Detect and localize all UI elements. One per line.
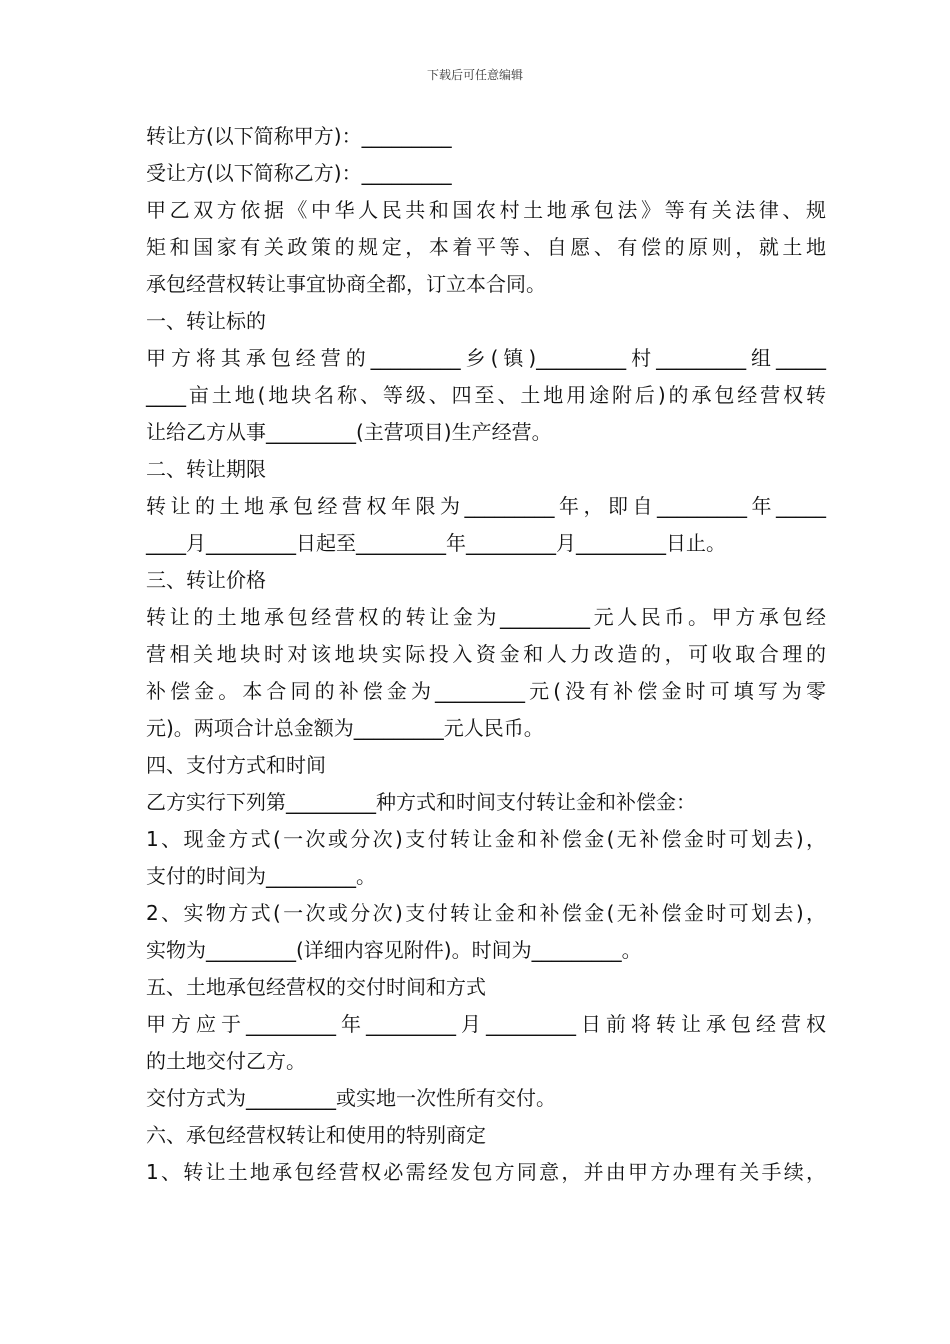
paragraph-line: 乙方实行下列第_________种方式和时间支付转让金和补偿金：: [146, 790, 696, 814]
paragraph-line: ____亩土地(地块名称、等级、四至、土地用途附后)的承包经营权转: [146, 383, 826, 407]
party-a-line: 转让方(以下简称甲方)：_________: [146, 124, 452, 148]
preamble-line: 承包经营权转让事宜协商全都，订立本合同。: [146, 272, 546, 296]
preamble-line: 甲乙双方依据《中华人民共和国农村土地承包法》等有关法律、规: [146, 198, 826, 222]
paragraph-line: 元)。两项合计总金额为_________元人民币。: [146, 716, 544, 740]
paragraph-line: 营相关地块时对该地块实际投入资金和人力改造的，可收取合理的: [146, 642, 826, 666]
section-heading-6: 六、承包经营权转让和使用的特别商定: [146, 1123, 486, 1147]
paragraph-line: 甲方应于_________年_________月_________日前将转让承包经营权: [146, 1012, 826, 1036]
section-heading-5: 五、土地承包经营权的交付时间和方式: [146, 975, 486, 999]
section-heading-1: 一、转让标的: [146, 309, 266, 333]
party-b-line: 受让方(以下简称乙方)：_________: [146, 161, 452, 185]
page-header: 下载后可任意编辑: [426, 68, 523, 82]
paragraph-line: 补偿金。本合同的补偿金为_________元(没有补偿金时可填写为零: [146, 679, 826, 703]
section-heading-3: 三、转让价格: [146, 568, 266, 592]
section-heading-4: 四、支付方式和时间: [146, 753, 326, 777]
document-body: [146, 118, 826, 1191]
section-heading-2: 二、转让期限: [146, 457, 266, 481]
paragraph-line: ____月_________日起至_________年_________月_________日止。: [146, 531, 726, 555]
paragraph-line: 的土地交付乙方。: [146, 1049, 306, 1073]
paragraph-line: 转让的土地承包经营权年限为_________年，即自_________年_____: [146, 494, 826, 518]
paragraph-line: 实物为_________(详细内容见附件)。时间为_________。: [146, 938, 642, 962]
paragraph-line: 1、现金方式(一次或分次)支付转让金和补偿金(无补偿金时可划去)，: [146, 827, 826, 851]
paragraph-line: 交付方式为_________或实地一次性所有交付。: [146, 1086, 556, 1110]
paragraph-line: 甲方将其承包经营的_________乡(镇)_________村_________组_____: [146, 346, 826, 370]
paragraph-line: 支付的时间为_________。: [146, 864, 376, 888]
paragraph-line: 让给乙方从事_________(主营项目)生产经营。: [146, 420, 552, 444]
paragraph-line: 转让的土地承包经营权的转让金为_________元人民币。甲方承包经: [146, 605, 826, 629]
paragraph-line: 1、转让土地承包经营权必需经发包方同意，并由甲方办理有关手续，: [146, 1160, 826, 1184]
paragraph-line: 2、实物方式(一次或分次)支付转让金和补偿金(无补偿金时可划去)，: [146, 901, 826, 925]
preamble-line: 矩和国家有关政策的规定，本着平等、自愿、有偿的原则，就土地: [146, 235, 826, 259]
